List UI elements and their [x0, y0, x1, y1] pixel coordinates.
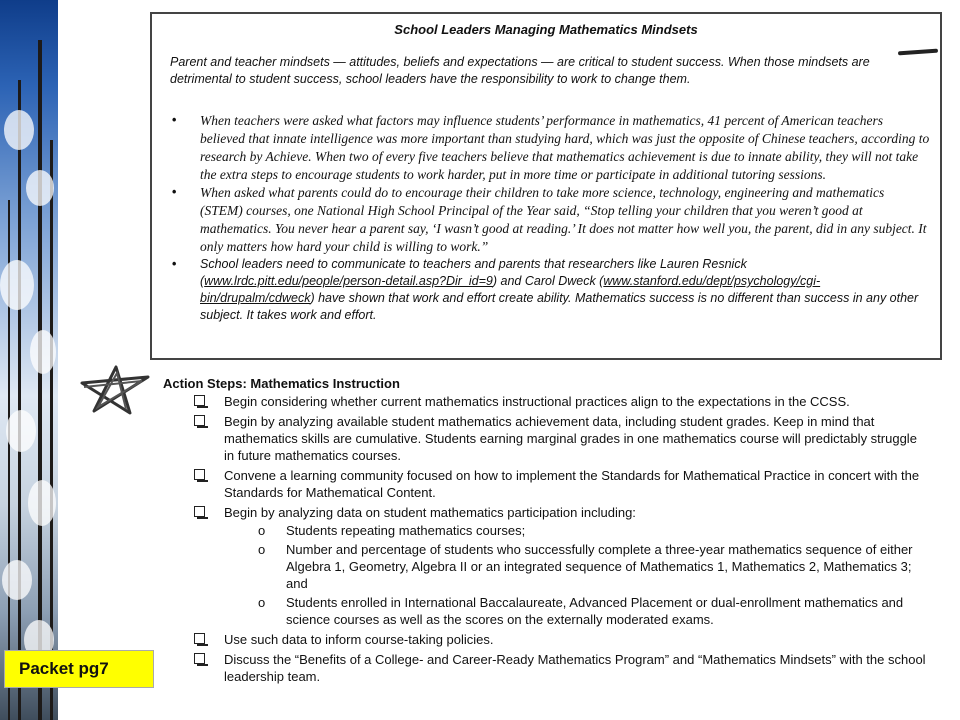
article-box — [150, 12, 942, 360]
step-text: Use such data to inform course-taking policies. — [224, 632, 494, 647]
checkbox-icon — [194, 653, 205, 664]
bullet-text: When teachers were asked what factors may influence students’ performance in mathematics, 41 percent of American teachers believed that innate intelligence was more important than studying hard, which was just the opposite of Chinese teachers, according to research by Achieve. When two of every five teachers believe that mathematics achievement is due to innate ability, they will not take the extra steps to encourage students to work harder, put in more time or participate in additional tutoring sessions. — [200, 113, 930, 182]
checkbox-icon — [194, 469, 205, 480]
snowy-forest-photo — [0, 0, 58, 720]
dweck-link[interactable]: www.stanford.edu/dept/psychology/cgi-bin/drupalm/cdweck — [200, 274, 821, 305]
action-steps-list — [190, 393, 930, 688]
list-item — [190, 413, 930, 464]
bullet-icon: • — [172, 185, 177, 199]
sub-step-text: Number and percentage of students who successfully complete a three-year mathematics sequence of either Algebra 1, Geometry, Algebra II or an integrated sequence of Mathematics 1, Mathematics 2, Mathematics 3; and — [286, 542, 913, 591]
checkbox-icon — [194, 415, 205, 426]
sub-list-item — [224, 541, 930, 592]
packet-page-label: Packet pg7 — [4, 650, 154, 688]
article-bullets — [170, 112, 930, 324]
bullet-text: ) and Carol Dweck ( — [492, 274, 604, 288]
checkbox-icon — [194, 506, 205, 517]
star-doodle-icon — [76, 365, 154, 417]
sub-step-text: Students enrolled in International Baccalaureate, Advanced Placement or dual-enrollment mathematics and science courses as well as the scores on the externally moderated exams. — [286, 595, 904, 627]
list-item — [190, 631, 930, 648]
circle-bullet-icon: o — [258, 542, 266, 557]
list-item — [190, 467, 930, 501]
step-text: Discuss the “Benefits of a College- and Career-Ready Mathematics Program” and “Mathematics Mindsets” with the school leadership team. — [224, 652, 926, 684]
list-item — [190, 504, 930, 628]
list-item — [190, 393, 930, 410]
list-item — [170, 184, 930, 256]
sub-list — [224, 522, 930, 628]
list-item — [170, 256, 930, 324]
step-text: Begin by analyzing available student mathematics achievement data, including student grades. Keep in mind that mathematics skills are cumulative. Students earning marginal grades in one mathematics course will predictably struggle in future mathematics courses. — [224, 414, 917, 463]
article-title: School Leaders Managing Mathematics Mindsets — [394, 22, 698, 37]
sub-step-text: Students repeating mathematics courses; — [286, 523, 526, 538]
circle-bullet-icon: o — [258, 595, 266, 610]
checkbox-icon — [194, 633, 205, 644]
sub-list-item — [224, 522, 930, 539]
resnick-link[interactable]: www.lrdc.pitt.edu/people/person-detail.asp?Dir_id=9 — [204, 274, 493, 288]
step-text: Begin by analyzing data on student mathematics participation including: — [224, 505, 636, 520]
sub-list-item — [224, 594, 930, 628]
bullet-text: School leaders need to communicate to teachers and parents that researchers like Lauren Resnick ( — [200, 257, 747, 288]
article-intro: Parent and teacher mindsets — attitudes, beliefs and expectations — are critical to student success. When those mindsets are detrimental to student success, school leaders have the responsibility to work to change them. — [170, 55, 870, 86]
bullet-text: When asked what parents could do to encourage their children to take more science, technology, engineering and mathematics (STEM) courses, one National High School Principal of the Year said, “Stop telling your children that you weren’t good at mathematics. You never hear a parent say, ‘I wasn’t good at reading.’ It does not matter how well you, the parent, did in any subject. It only matters how hard your child is willing to work.” — [200, 185, 927, 254]
step-text: Convene a learning community focused on how to implement the Standards for Mathematical Practice in concert with the Standards for Mathematical Content. — [224, 468, 920, 500]
list-item — [190, 651, 930, 685]
circle-bullet-icon: o — [258, 523, 266, 538]
bullet-icon: • — [172, 113, 177, 127]
step-text: Begin considering whether current mathematics instructional practices align to the expectations in the CCSS. — [224, 394, 850, 409]
list-item — [170, 112, 930, 184]
bullet-icon: • — [172, 257, 177, 271]
bullet-text: ) have shown that work and effort create ability. Mathematics success is no different than success in any other subject. It takes work and effort. — [200, 291, 919, 322]
action-steps-title: Action Steps: Mathematics Instruction — [163, 376, 400, 391]
checkbox-icon — [194, 395, 205, 406]
